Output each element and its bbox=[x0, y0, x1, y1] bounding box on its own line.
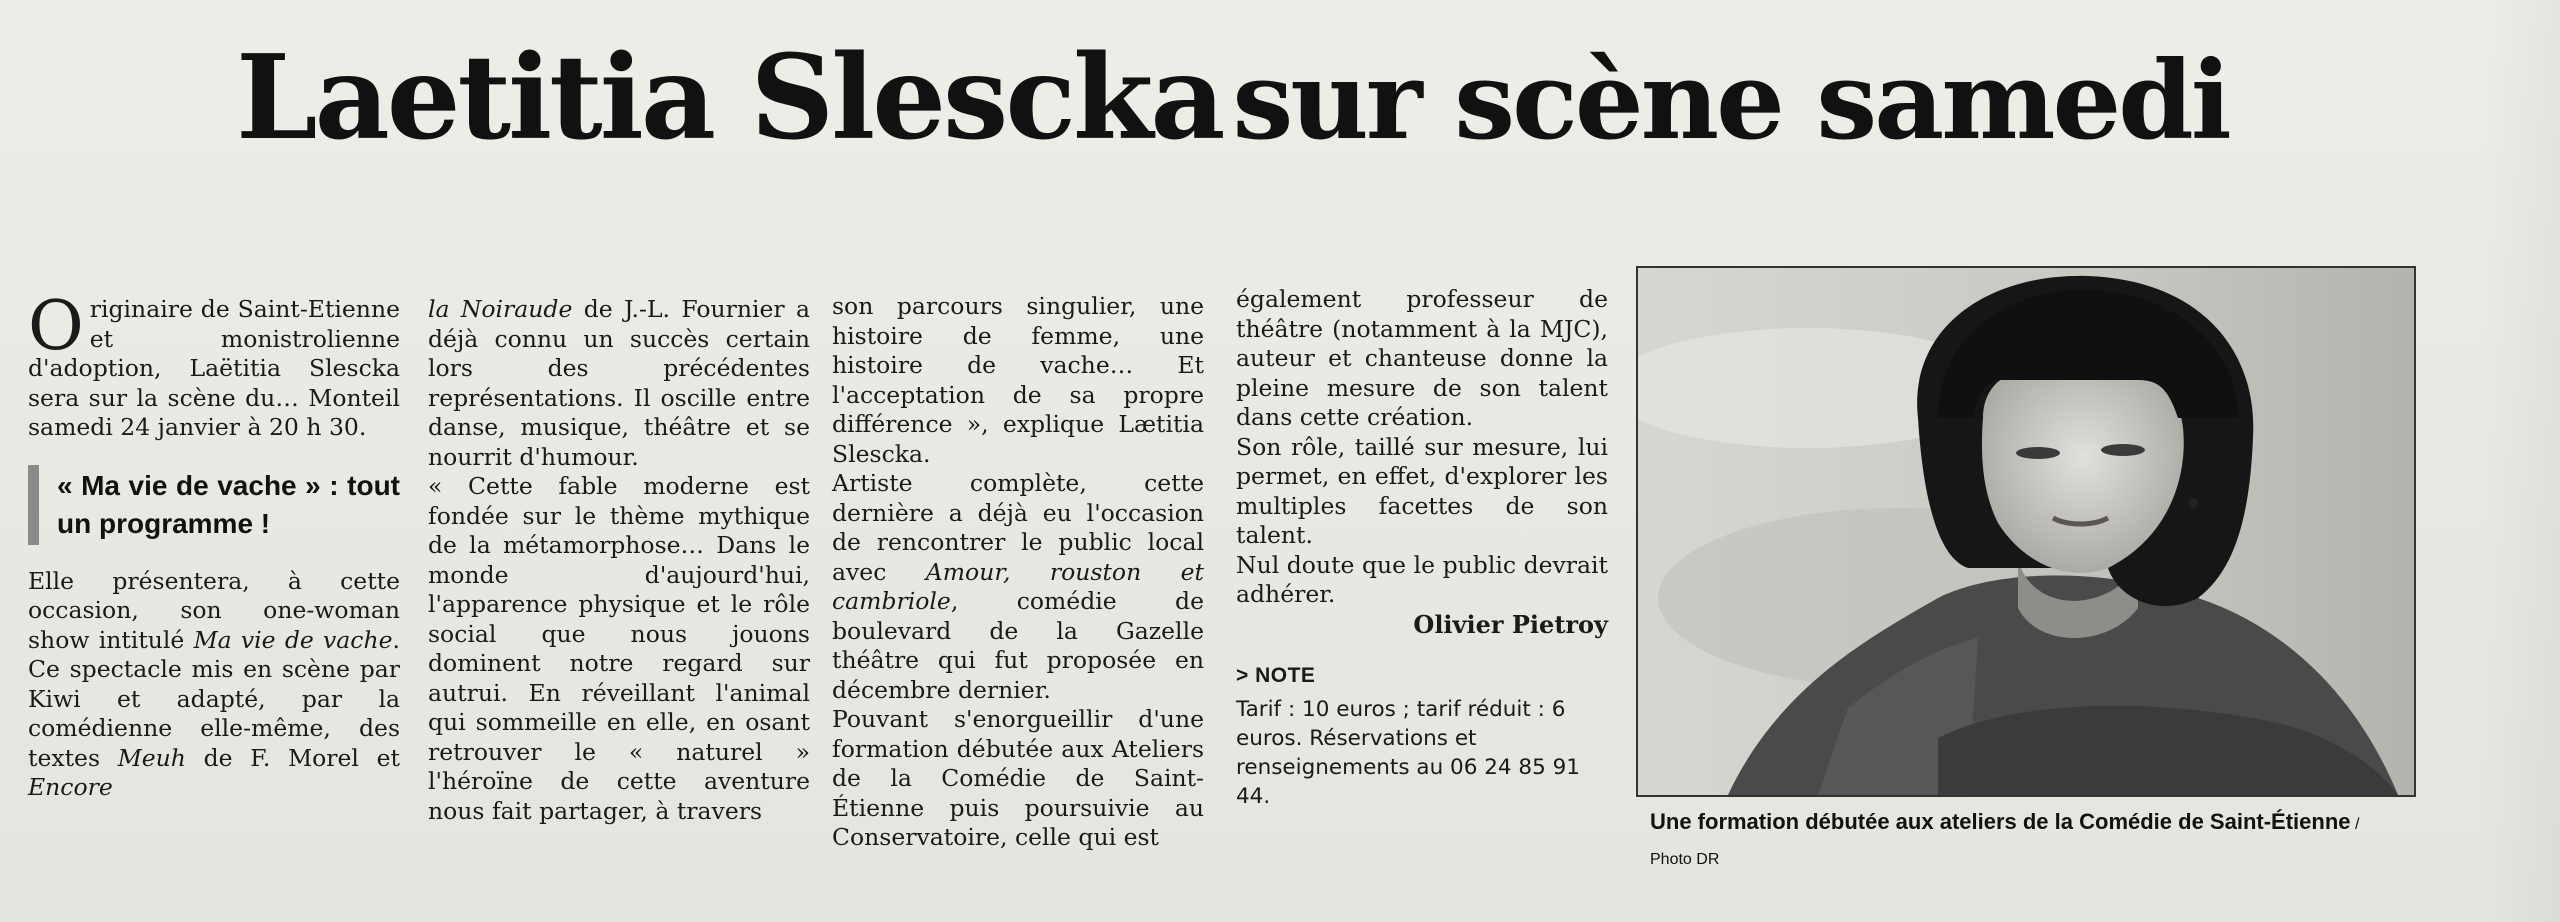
subhead: « Ma vie de vache » : tout un programme ! bbox=[28, 465, 400, 545]
column-3 bbox=[832, 292, 1204, 853]
headline bbox=[236, 30, 2229, 166]
intro-text: riginaire de Saint-Etienne et monistrolienne d'adoption, Laëtitia Slescka sera sur la scène du… Monteil samedi 24 janvier à 20 h 30. bbox=[28, 295, 400, 441]
column-1-paragraph: Elle présentera, à cette occasion, son one-woman show intitulé Ma vie de vache. Ce spectacle mis en scène par Kiwi et adapté, par la comédienne elle-même, des textes Meuh de F. Morel et Encore bbox=[28, 566, 400, 801]
column-4-paragraph-1: également professeur de théâtre (notamment à la MJC), auteur et chanteuse donne la pleine mesure de son talent dans cette création. bbox=[1236, 285, 1608, 431]
page-edge-shadow bbox=[2480, 0, 2560, 922]
note-label: > NOTE bbox=[1236, 664, 1316, 687]
caption-text: Une formation débutée aux ateliers de la Comédie de Saint-Étienne bbox=[1650, 809, 2351, 834]
photo-credit: / Photo DR bbox=[1650, 816, 2360, 868]
column-2 bbox=[428, 295, 810, 826]
column-3-paragraph-3: Pouvant s'enorgueillir d'une formation débutée aux Ateliers de la Comédie de Saint-Étienne puis poursuivie au Conservatoire, celle qui est bbox=[832, 705, 1204, 851]
column-4 bbox=[1236, 285, 1608, 811]
headline-name: Laetitia Slescka bbox=[236, 30, 1223, 166]
column-1 bbox=[28, 287, 400, 803]
headline-rest: sur scène samedi bbox=[1232, 38, 2229, 164]
photo-caption bbox=[1650, 806, 2390, 876]
column-3-paragraph-2: Artiste complète, cette dernière a déjà eu l'occasion de rencontrer le public local avec Amour, rouston et cambriole, comédie de boulevard de la Gazelle théâtre qui fut proposée en décembre dernier. bbox=[832, 469, 1204, 704]
column-2-paragraph-2: « Cette fable moderne est fondée sur le thème mythique de la métamorphose… Dans le monde d'aujourd'hui, l'apparence physique et le rôle social que nous jouons dominent notre regard sur autrui. En réveillant l'animal qui sommeille en elle, en osant retrouver le « naturel » l'héroïne de cette aventure nous fait partager, à travers bbox=[428, 472, 810, 825]
intro-paragraph bbox=[28, 287, 400, 443]
drop-cap: O bbox=[28, 287, 84, 366]
column-4-paragraph-2: Son rôle, taillé sur mesure, lui permet, en effet, d'explorer les multiples facettes de son talent. bbox=[1236, 432, 1608, 549]
portrait-photo bbox=[1636, 266, 2416, 797]
column-3-paragraph-1: son parcours singulier, une histoire de femme, une histoire de vache… Et l'acceptation de sa propre différence », explique Lætitia Slescka. bbox=[832, 292, 1204, 468]
note-body: Tarif : 10 euros ; tarif réduit : 6 euros. Réservations et renseignements au 06 24 85 91 44. bbox=[1236, 696, 1580, 809]
column-2-paragraph-1: la Noiraude de J.-L. Fournier a déjà connu un succès certain lors des précédentes représentations. Il oscille entre danse, musique, théâtre et se nourrit d'humour. bbox=[428, 295, 810, 471]
column-4-paragraph-3: Nul doute que le public devrait adhérer. bbox=[1236, 550, 1608, 608]
author-signature: Olivier Pietroy bbox=[1413, 609, 1608, 639]
